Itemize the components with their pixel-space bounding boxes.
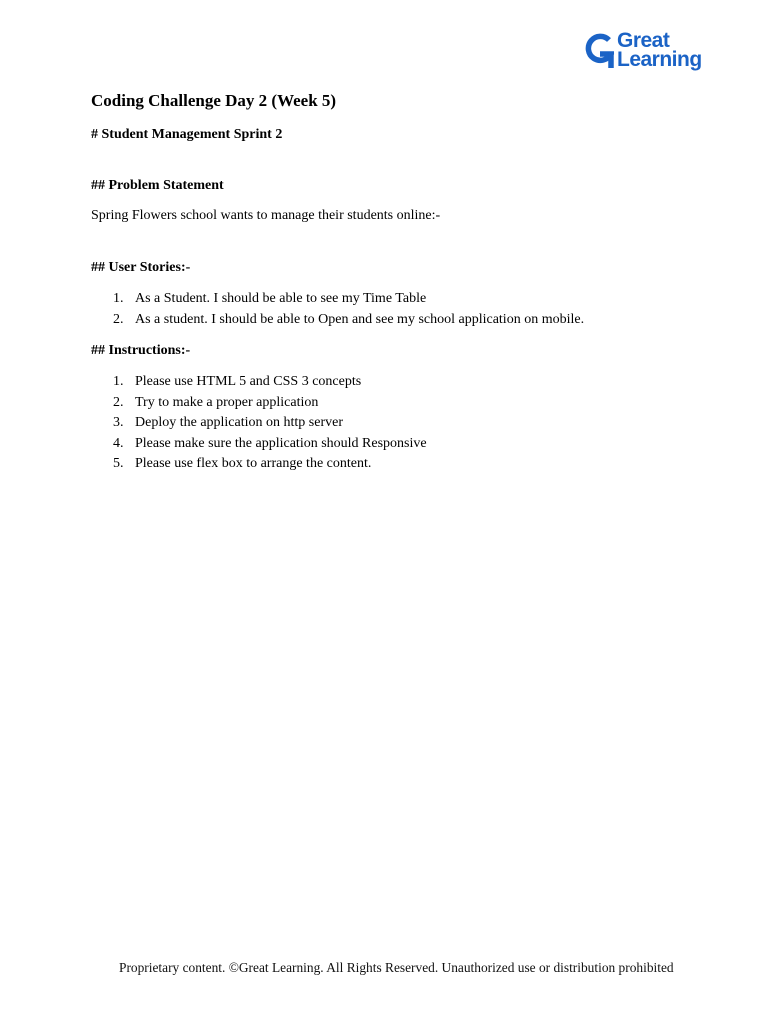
problem-statement-text: Spring Flowers school wants to manage their students online:- [91, 208, 441, 223]
list-item-text: Please use HTML 5 and CSS 3 concepts [135, 374, 362, 389]
great-learning-g-icon [584, 30, 614, 70]
document-title: Coding Challenge Day 2 (Week 5) [91, 91, 337, 110]
list-item-number: 3. [113, 415, 124, 430]
list-item-number: 1. [113, 374, 124, 389]
problem-statement-heading: ## Problem Statement [91, 178, 224, 193]
sprint-heading: # Student Management Sprint 2 [91, 127, 283, 142]
list-item-number: 2. [113, 394, 124, 410]
logo-text-great: Great [617, 29, 670, 52]
list-item-text: Please make sure the application should Responsive [135, 435, 427, 451]
list-item-number: 2. [113, 311, 124, 327]
instructions-heading: ## Instructions:- [91, 343, 191, 358]
list-item-text: Deploy the application on http server [135, 415, 343, 430]
user-stories-heading: ## User Stories:- [91, 260, 191, 275]
list-item-number: 4. [113, 435, 124, 451]
list-item-text: Please use flex box to arrange the content. [135, 456, 372, 471]
list-item-number: 1. [113, 291, 124, 306]
logo-text-learning: Learning [617, 48, 702, 71]
list-item-text: As a student. I should be able to Open and see my school application on mobile. [135, 311, 585, 327]
list-item-number: 5. [113, 456, 124, 471]
footer-copyright: Proprietary content. ©Great Learning. All Rights Reserved. Unauthorized use or distribution prohibited [119, 960, 674, 975]
list-item-text: Try to make a proper application [135, 394, 319, 410]
great-learning-logo [584, 28, 708, 72]
list-item-text: As a Student. I should be able to see my Time Table [135, 291, 427, 306]
